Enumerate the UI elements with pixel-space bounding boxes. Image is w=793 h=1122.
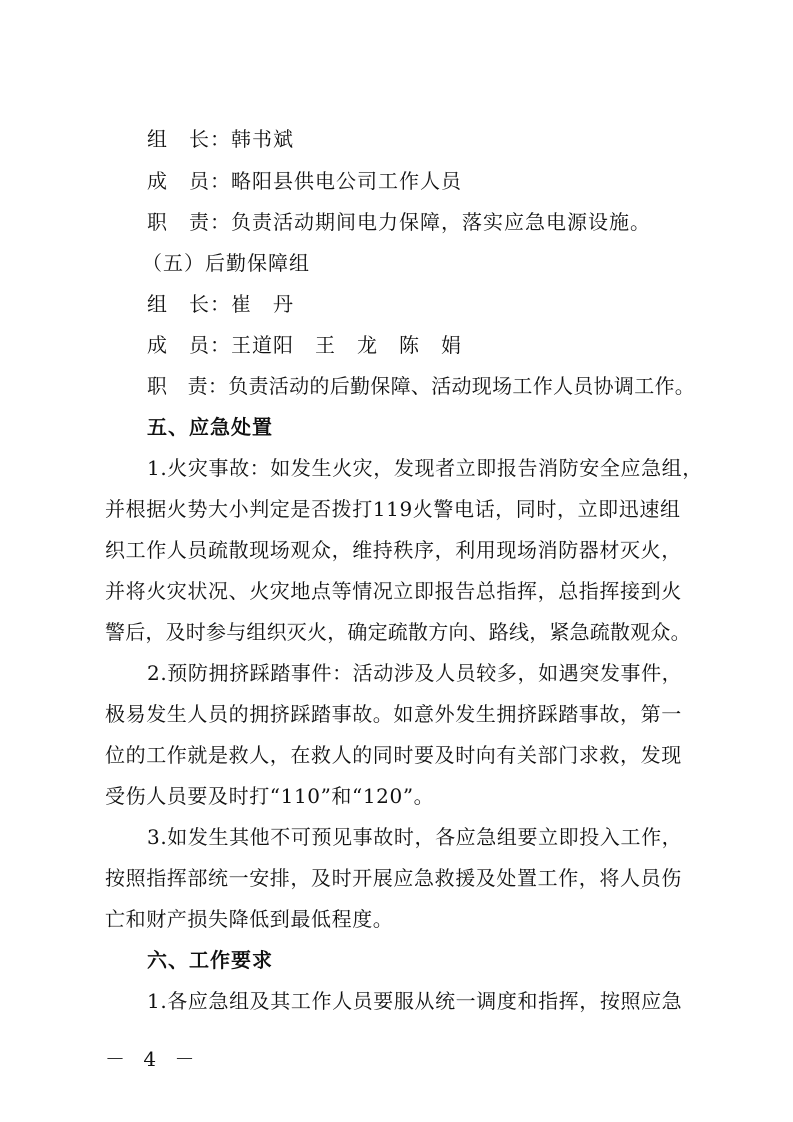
duty-line xyxy=(147,209,651,235)
label: 组 长： xyxy=(147,292,231,316)
paragraph-line: 1.火灾事故：如发生火灾，发现者立即报告消防安全应急组， xyxy=(147,456,703,480)
paragraph-line: 织工作人员疏散现场观众，维持秩序，利用现场消防器材灭火， xyxy=(105,538,682,562)
paragraph-line: 2.预防拥挤踩踏事件：活动涉及人员较多，如遇突发事件， xyxy=(147,661,683,685)
section-heading: 五、应急处置 xyxy=(147,415,273,439)
value: 王道阳 王 龙 陈 娟 xyxy=(231,333,462,357)
value: 略阳县供电公司工作人员 xyxy=(231,169,462,193)
label: 职 责： xyxy=(147,210,231,234)
paragraph-line: 3.如发生其他不可预见事故时，各应急组要立即投入工作， xyxy=(147,825,683,849)
members-line xyxy=(147,332,462,358)
duty-line xyxy=(147,373,695,399)
paragraph-line: 受伤人员要及时打“110”和“120”。 xyxy=(105,784,435,808)
value: 崔 丹 xyxy=(231,292,294,316)
value: 负责活动的后勤保障、活动现场工作人员协调工作。 xyxy=(228,374,696,398)
paragraph-line: 1.各应急组及其工作人员要服从统一调度和指挥，按照应急 xyxy=(147,989,683,1013)
label: 职 责： xyxy=(147,374,229,398)
paragraph-line: 并根据火势大小判定是否拨打119火警电话，同时，立即迅速组 xyxy=(105,497,681,521)
members-line xyxy=(147,168,462,194)
subsection-title xyxy=(142,250,310,276)
page-number: － 4 － xyxy=(105,1047,201,1071)
paragraph-line: 亡和财产损失降低到最低程度。 xyxy=(105,907,394,931)
label: 成 员： xyxy=(147,333,231,357)
label: 成 员： xyxy=(147,169,231,193)
paragraph-line: 极易发生人员的拥挤踩踏事故。如意外发生拥挤踩踏事故，第一 xyxy=(105,702,682,726)
value: 负责活动期间电力保障，落实应急电源设施。 xyxy=(231,210,651,234)
group-leader-line xyxy=(147,126,294,152)
paragraph-line: 警后，及时参与组织灭火，确定疏散方向、路线，紧急疏散观众。 xyxy=(105,620,691,644)
label: 组 长： xyxy=(147,127,231,151)
paragraph-line: 并将火灾状况、火灾地点等情况立即报告总指挥，总指挥接到火 xyxy=(105,579,682,603)
group-leader-line xyxy=(147,291,294,317)
paragraph-line: 按照指挥部统一安排，及时开展应急救援及处置工作，将人员伤 xyxy=(105,866,682,890)
paragraph-line: 位的工作就是救人，在救人的同时要及时向有关部门求救，发现 xyxy=(105,743,682,767)
value: 韩书斌 xyxy=(231,127,294,151)
value: （五）后勤保障组 xyxy=(142,251,310,275)
section-heading: 六、工作要求 xyxy=(147,948,273,972)
